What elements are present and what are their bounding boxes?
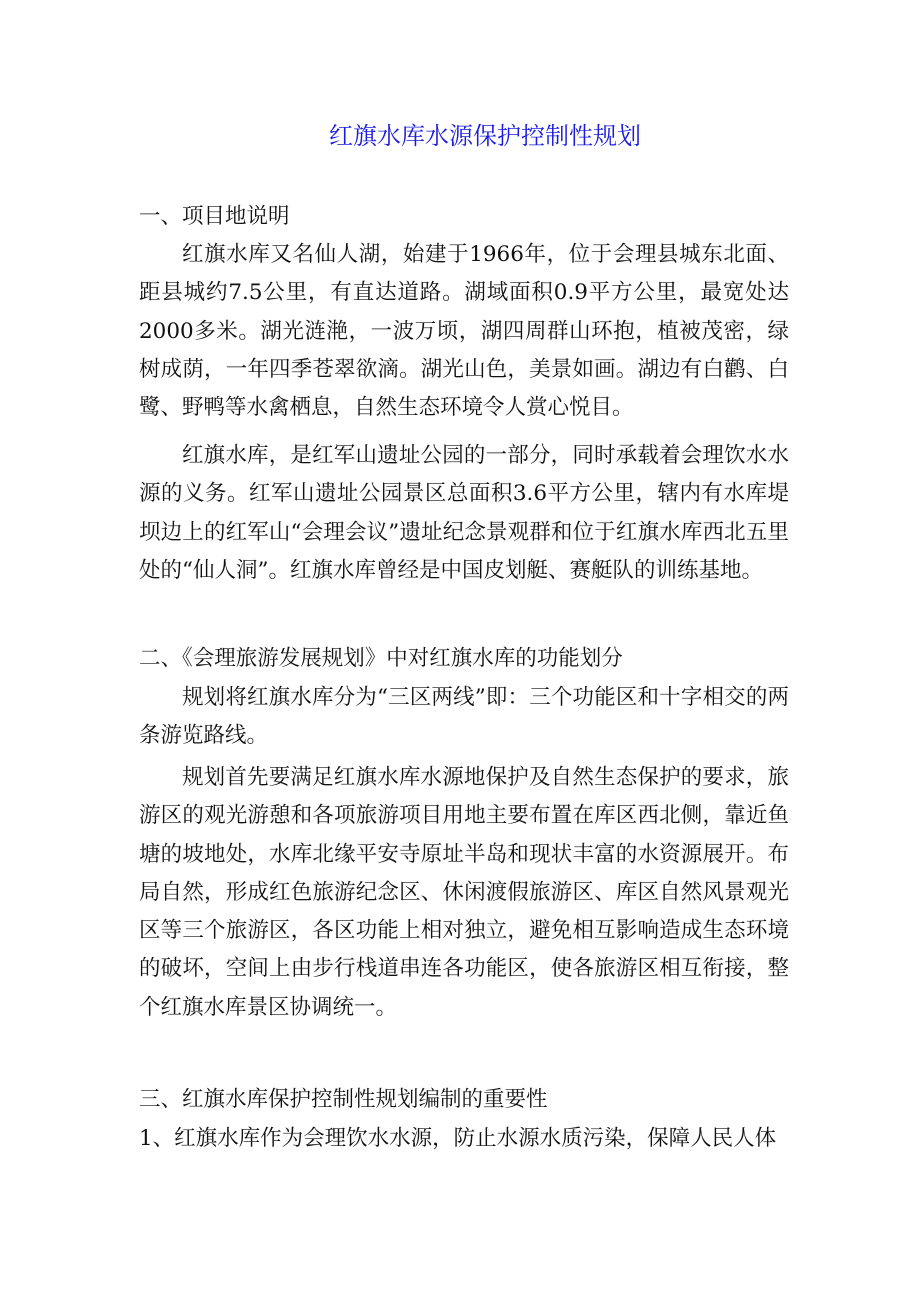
section-2-paragraph-1: 规划将红旗水库分为“三区两线”即：三个功能区和十字相交的两条游览路线。	[139, 685, 789, 749]
section-2-paragraph-2: 规划首先要满足红旗水库水源地保护及自然生态保护的要求，旅游区的观光游憩和各项旅游项目用地主要布置在库区西北侧，靠近鱼塘的坡地处，水库北缘平安寺原址半岛和现状丰富的水资源展开。布局自然，形成红色旅游纪念区、休闲渡假旅游区、库区自然风景观光区等三个旅游区，各区功能上相对独立，避免相互影响造成生态环境的破坏，空间上由步行栈道串连各功能区，使各旅游区相互衔接，整个红旗水库景区协调统一。	[139, 765, 789, 1020]
section-3-heading: 三、红旗水库保护控制性规划编制的重要性	[139, 1087, 548, 1112]
document-title: 红旗水库水源保护控制性规划	[329, 122, 641, 150]
section-1-paragraph-2: 红旗水库，是红军山遗址公园的一部分，同时承载着会理饮水水源的义务。红军山遗址公园景区总面积3.6平方公里，辖内有水库堤坝边上的红军山“会理会议”遗址纪念景观群和位于红旗水库西北五里处的“仙人洞”。红旗水库曾经是中国皮划艇、赛艇队的训练基地。	[139, 443, 789, 583]
section-1-paragraph-1: 红旗水库又名仙人湖，始建于1966年，位于会理县城东北面、距县城约7.5公里，有直达道路。湖域面积0.9平方公里，最宽处达2000多米。湖光涟滟，一波万顷，湖四周群山环抱，植被茂密，绿树成荫，一年四季苍翠欲滴。湖光山色，美景如画。湖边有白鹳、白鹭、野鸭等水禽栖息，自然生态环境令人赏心悦目。	[139, 242, 789, 421]
section-3-paragraph-1: 1、红旗水库作为会理饮水水源，防止水源水质污染，保障人民人体	[139, 1126, 777, 1151]
section-1-heading: 一、项目地说明	[139, 204, 290, 229]
section-2-heading: 二、《会理旅游发展规划》中对红旗水库的功能划分	[139, 646, 623, 671]
